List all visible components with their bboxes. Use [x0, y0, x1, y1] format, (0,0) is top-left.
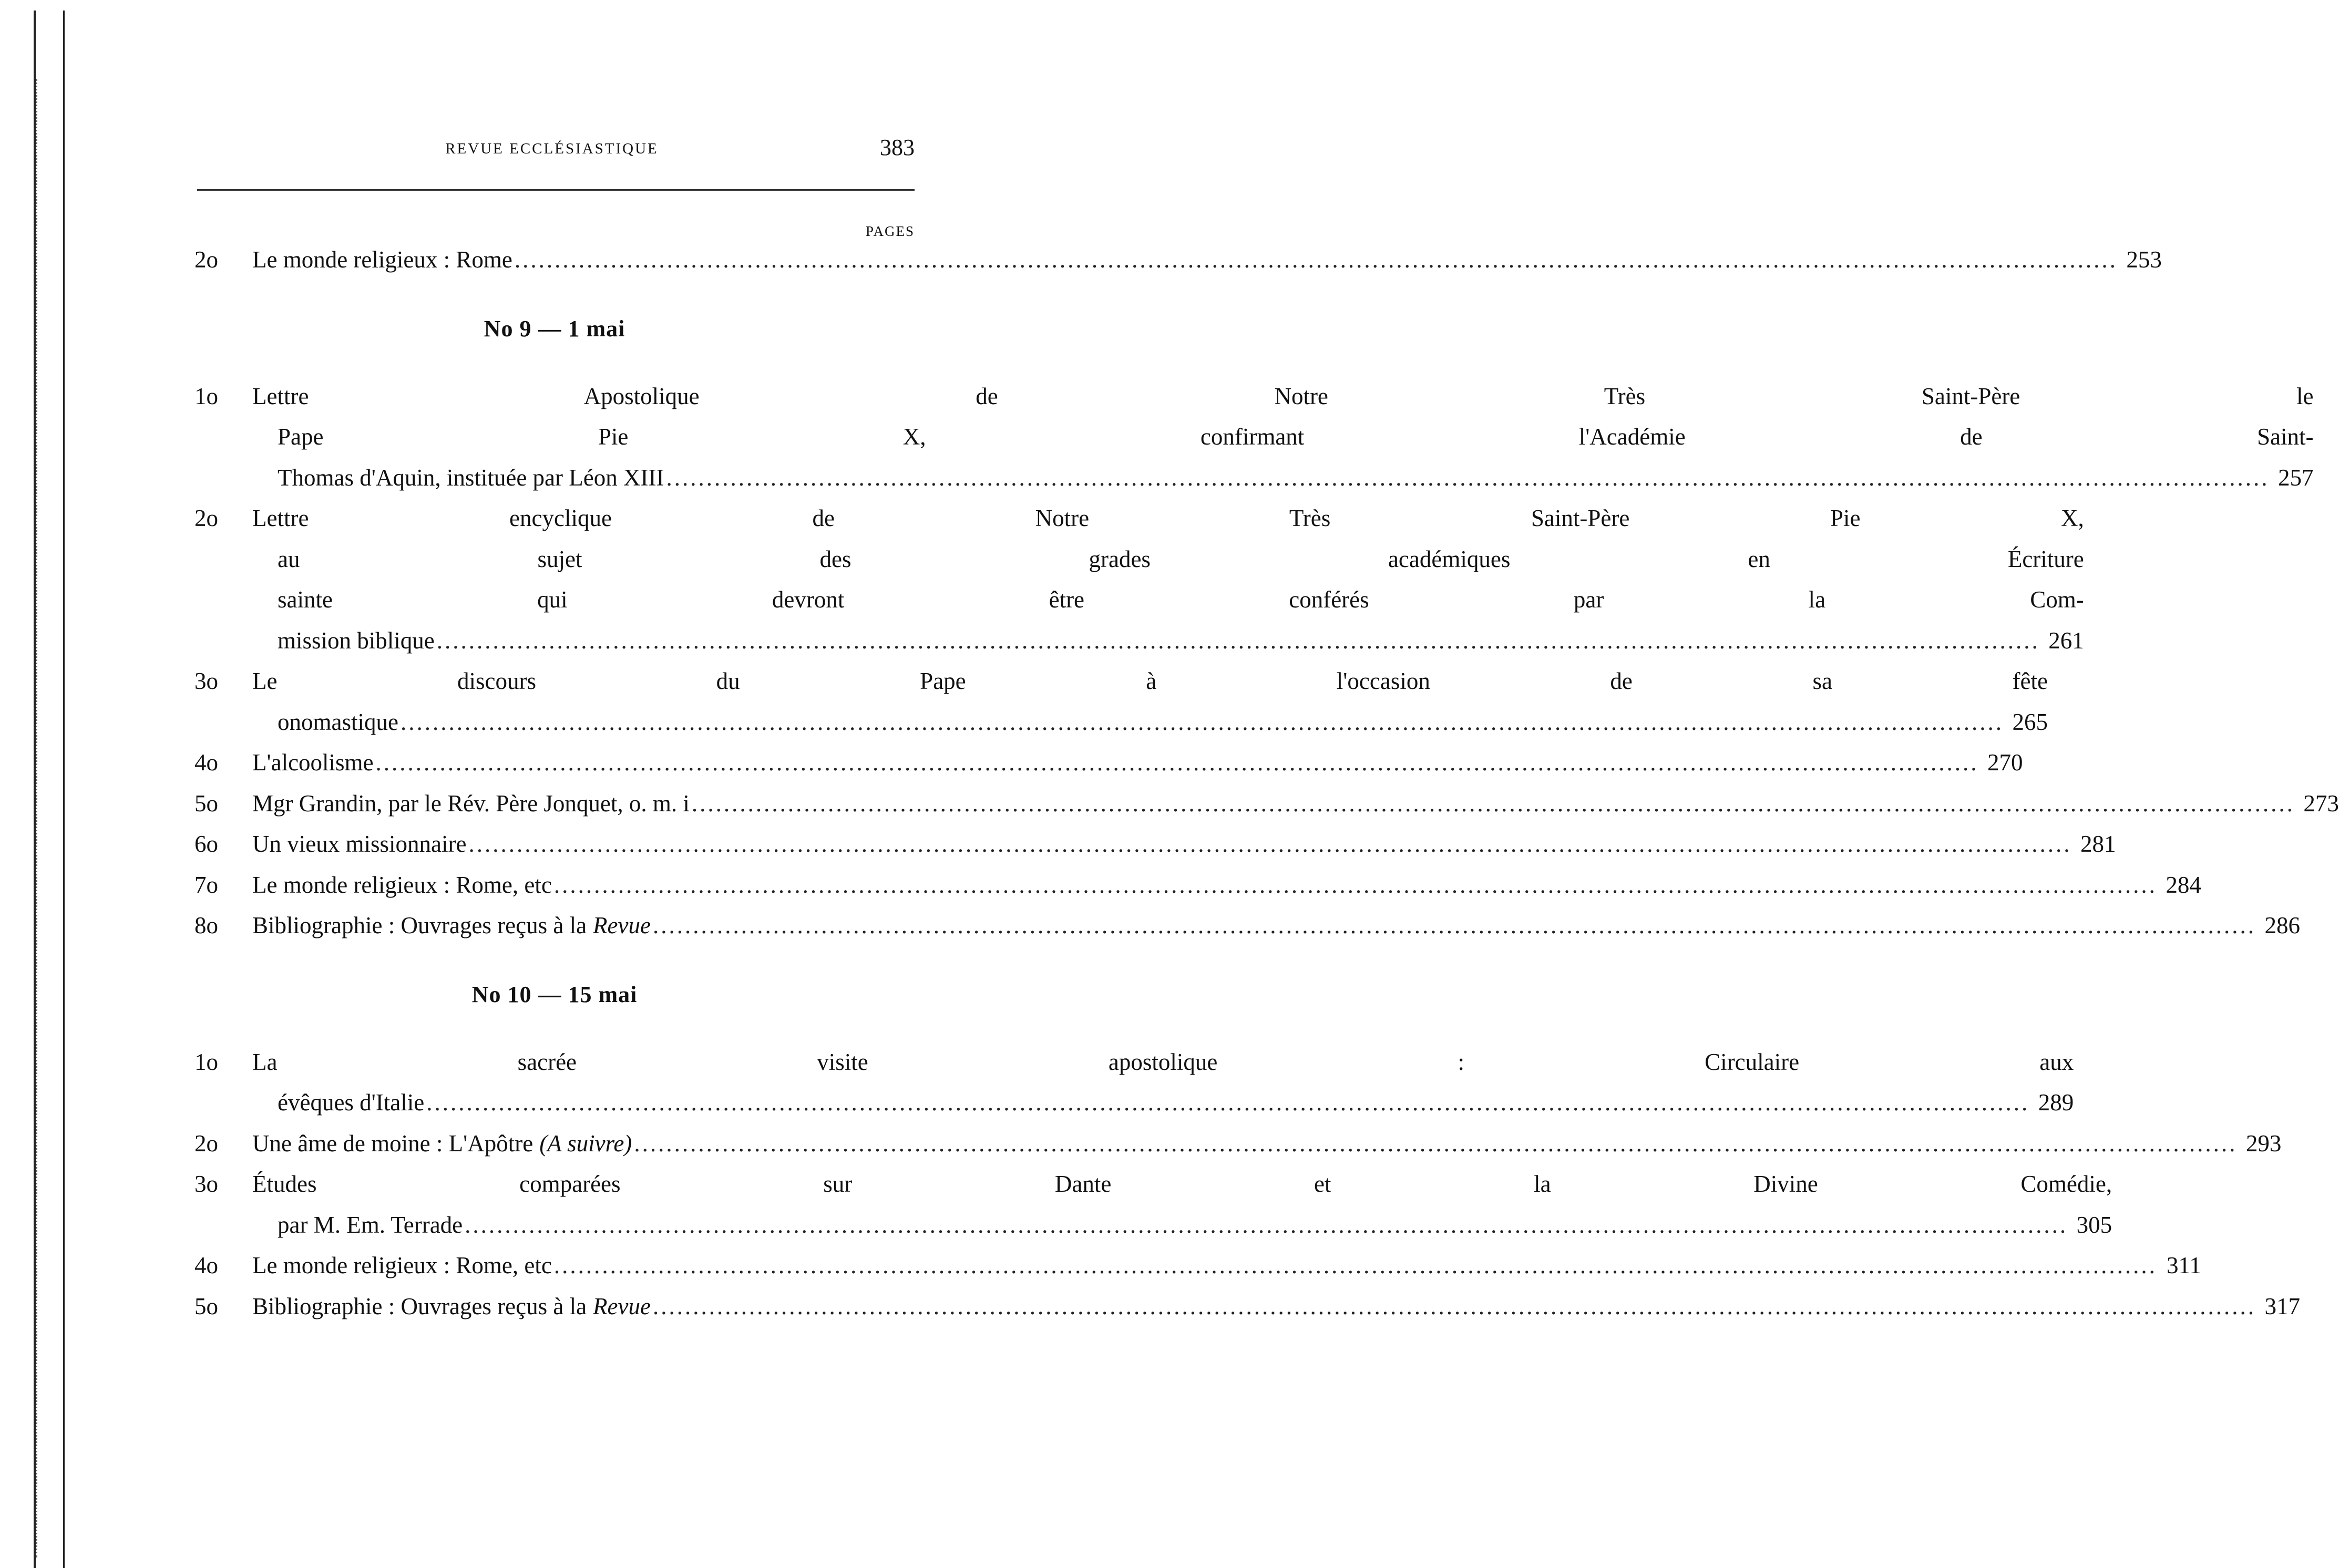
dot-leader: ........................................................................................................................................................................................................: [691, 790, 2295, 817]
page-header: [189, 134, 915, 166]
entry-text: mission biblique: [278, 627, 435, 654]
entry-italic-text: Revue: [593, 1293, 651, 1319]
entry-page: 286: [2264, 912, 2300, 938]
entry-number: 4o: [194, 1252, 218, 1278]
entry-number: 3o: [194, 1171, 218, 1197]
entry-page: 253: [2126, 246, 2162, 273]
entry-text: Mgr Grandin, par le Rév. Père Jonquet, o. m. i: [252, 790, 690, 817]
toc-entry: [194, 865, 2201, 906]
entry-line: [252, 1164, 2112, 1205]
entry-number: 5o: [194, 1293, 218, 1319]
toc-entry: [194, 240, 2162, 281]
header-rule: [197, 189, 915, 191]
dot-leader: ........................................................................................................................................................................................................: [436, 627, 2040, 654]
entry-line: [252, 539, 2084, 580]
entry-line: [252, 783, 2339, 824]
entry-page: 265: [2012, 708, 2048, 735]
entry-number: 2o: [194, 505, 218, 531]
toc-entry: [194, 376, 2314, 499]
dot-leader: ........................................................................................................................................................................................................: [652, 1293, 2256, 1319]
entry-line: [252, 1286, 2300, 1327]
entry-text: Thomas d'Aquin, instituée par Léon XIII: [278, 464, 664, 491]
entry-number: 8o: [194, 912, 218, 938]
entry-page: 305: [2076, 1211, 2112, 1238]
dot-leader: ........................................................................................................................................................................................................: [652, 912, 2256, 938]
entry-page: 261: [2048, 627, 2084, 654]
toc-entry: [194, 1123, 2282, 1164]
entry-line: [252, 905, 2300, 946]
binding-edge-dots: [36, 79, 37, 1557]
entry-text: La sacrée visite apostolique : Circulaire aux: [252, 1048, 2074, 1075]
entry-page: 257: [2278, 464, 2314, 491]
entry-page: 273: [2303, 790, 2339, 817]
entry-text: Le discours du Pape à l'occasion de sa fête: [252, 668, 2048, 694]
entry-number: 2o: [194, 246, 218, 273]
entry-line: [252, 1082, 2074, 1123]
entry-line: [252, 376, 2313, 417]
entry-page: 311: [2166, 1252, 2201, 1278]
entry-number: 6o: [194, 831, 218, 857]
entry-italic-text: (A suivre): [539, 1130, 632, 1157]
entry-text: Un vieux missionnaire: [252, 831, 467, 857]
entry-page: 317: [2264, 1293, 2300, 1319]
toc-section: [194, 974, 2300, 1327]
dot-leader: ........................................................................................................................................................................................................: [514, 246, 2118, 273]
entry-text: Le monde religieux : Rome, etc: [252, 871, 552, 898]
dot-leader: ........................................................................................................................................................................................................: [400, 708, 2004, 735]
entry-page: 270: [1987, 749, 2023, 776]
entry-text: Pape Pie X, confirmant l'Académie de Saint-: [278, 424, 2314, 450]
entry-text: onomastique: [278, 708, 398, 735]
section-title: No 10 — 15 mai: [471, 981, 638, 1007]
dot-leader: ........................................................................................................................................................................................................: [634, 1130, 2238, 1157]
entry-line: [252, 824, 2116, 865]
dot-leader: ........................................................................................................................................................................................................: [426, 1089, 2030, 1116]
entry-line: [252, 742, 2023, 783]
entry-line: [252, 661, 2048, 702]
entry-line: [252, 498, 2084, 539]
entry-number: 2o: [194, 1130, 218, 1157]
entry-number: 1o: [194, 1048, 218, 1075]
entry-line: [252, 458, 2313, 499]
toc-entry: [194, 783, 2339, 824]
entry-line: [252, 417, 2313, 458]
entry-text: Bibliographie : Ouvrages reçus à la: [252, 1293, 587, 1319]
dot-leader: ........................................................................................................................................................................................................: [666, 464, 2270, 491]
entry-text: Une âme de moine : L'Apôtre: [252, 1130, 534, 1157]
toc-entry: [194, 498, 2084, 661]
entry-line: [252, 865, 2201, 906]
entry-line: [252, 1042, 2074, 1083]
running-title: REVUE ECCLÉSIASTIQUE: [445, 140, 659, 157]
entry-page: 293: [2245, 1130, 2282, 1157]
entry-text: Bibliographie : Ouvrages reçus à la: [252, 912, 587, 938]
entry-line: [252, 1245, 2201, 1286]
entry-line: [252, 1123, 2281, 1164]
entry-number: 5o: [194, 790, 218, 817]
entry-text: au sujet des grades académiques en Écriture: [278, 545, 2084, 572]
toc-entry: [194, 824, 2116, 865]
dot-leader: ........................................................................................................................................................................................................: [553, 1252, 2157, 1278]
entry-page: 281: [2080, 831, 2116, 857]
entry-text: L'alcoolisme: [252, 749, 374, 776]
entry-line: [252, 702, 2048, 743]
toc-entry: [194, 661, 2048, 742]
toc-section: [194, 308, 2339, 946]
entry-text: Lettre encyclique de Notre Très Saint-Père Pie X,: [252, 505, 2084, 531]
entry-page: 289: [2038, 1089, 2074, 1116]
dot-leader: ........................................................................................................................................................................................................: [553, 871, 2157, 898]
entry-text: Lettre Apostolique de Notre Très Saint-Père le: [252, 383, 2314, 409]
toc-entry: [194, 742, 2023, 783]
entry-line: [252, 240, 2162, 281]
entry-text: Le monde religieux : Rome, etc: [252, 1252, 552, 1278]
entry-number: 4o: [194, 749, 218, 776]
page-number: 383: [880, 135, 915, 160]
entry-number: 3o: [194, 668, 218, 694]
dot-leader: ........................................................................................................................................................................................................: [375, 749, 1979, 776]
entry-line: [252, 1205, 2112, 1246]
dot-leader: ........................................................................................................................................................................................................: [465, 1211, 2068, 1238]
entry-number: 7o: [194, 871, 218, 898]
toc-entry: [194, 1164, 2112, 1245]
entry-line: [252, 580, 2084, 621]
toc-entry: [194, 1286, 2300, 1327]
entry-text: évêques d'Italie: [278, 1089, 425, 1116]
toc-entry: [194, 1245, 2201, 1286]
entry-text: sainte qui devront être conférés par la Com-: [278, 586, 2084, 613]
entry-italic-text: Revue: [593, 912, 651, 938]
binding-edge-line: [63, 11, 65, 1568]
dot-leader: ........................................................................................................................................................................................................: [468, 831, 2072, 857]
pages-column-label: PAGES: [865, 223, 915, 239]
entry-number: 1o: [194, 383, 218, 409]
entry-line: [252, 621, 2084, 662]
section-title: No 9 — 1 mai: [484, 315, 625, 342]
toc-entry: [194, 905, 2300, 946]
entry-text: par M. Em. Terrade: [278, 1211, 463, 1238]
toc-entry: [194, 1042, 2074, 1123]
table-of-contents: [194, 221, 2339, 1327]
entry-text: Le monde religieux : Rome: [252, 246, 512, 273]
entry-page: 284: [2166, 871, 2201, 898]
entry-text: Études comparées sur Dante et la Divine Comédie,: [252, 1171, 2112, 1197]
